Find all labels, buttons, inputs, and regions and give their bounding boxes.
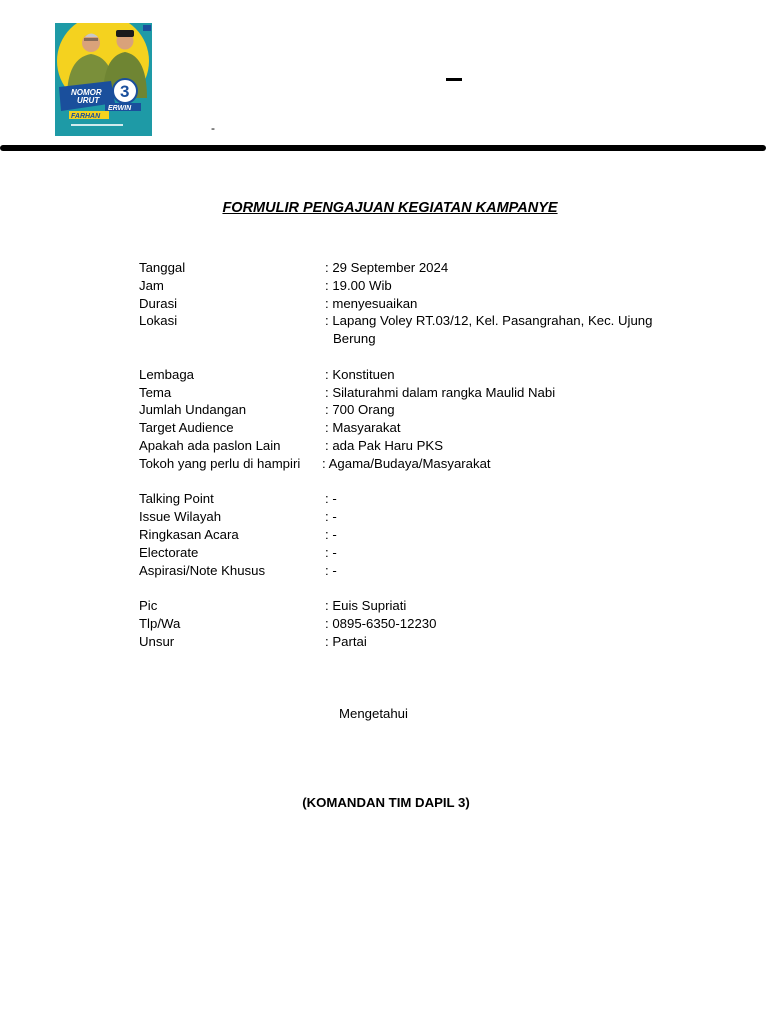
field-value-paslon-lain: : ada Pak Haru PKS [325,437,444,453]
field-label-lembaga: Lembaga [139,366,194,382]
campaign-poster-image [55,23,152,136]
field-value-unsur: : Partai [325,633,367,649]
field-value-durasi: : menyesuaikan [325,295,418,311]
field-row-durasi [139,295,699,313]
field-row-jumlah-undangan [139,401,699,419]
field-row-paslon-lain [139,437,699,455]
field-label-tanggal: Tanggal [139,260,186,275]
field-value-issue-wilayah: : - [325,509,337,525]
field-value-electorate: : - [325,544,337,560]
header-dash [446,78,462,81]
field-label-lokasi: Lokasi [139,313,178,329]
field-label-pic: Pic [139,598,158,614]
field-row-tanggal [139,259,699,277]
field-row-tema [139,384,699,402]
field-row-lokasi [139,312,699,348]
logo-lettering-erwin: ERWIN [108,105,132,112]
campaign-poster-logo [55,23,152,136]
small-dash: - [211,121,215,135]
field-row-unsur [139,633,699,651]
field-label-electorate: Electorate [139,544,199,560]
form-title: FORMULIR PENGAJUAN KEGIATAN KAMPANYE [222,200,558,216]
field-row-issue-wilayah [139,508,699,526]
logo-lettering-urut: URUT [77,96,100,105]
field-row-electorate [139,544,699,562]
field-label-jam: Jam [139,277,164,293]
field-row-pic [139,597,699,615]
form-fields [139,259,699,651]
field-label-paslon-lain: Apakah ada paslon Lain [139,437,281,453]
signatory-title: (KOMANDAN TIM DAPIL 3) [302,795,470,810]
logo-lettering-nomor: NOMOR [71,88,102,97]
field-label-tema: Tema [139,384,172,400]
field-value-talking-point: : - [325,491,337,507]
field-label-jumlah-undangan: Jumlah Undangan [139,402,247,418]
field-row-tokoh [139,455,699,473]
field-row-talking-point [139,490,699,508]
field-value-pic: : Euis Supriati [325,598,407,614]
field-value-lokasi-line2: Berung [333,331,376,347]
field-value-aspirasi: : - [325,562,337,578]
field-value-lokasi-line1: : Lapang Voley RT.03/12, Kel. Pasangrahan, Kec. Ujung [325,313,653,329]
field-value-target-audience: : Masyarakat [325,420,401,436]
field-row-lembaga [139,366,699,384]
field-label-unsur: Unsur [139,633,175,649]
field-row-tlp-wa [139,615,699,633]
field-value-lokasi [325,312,699,348]
field-value-jam: : 19.00 Wib [325,277,392,293]
field-label-aspirasi: Aspirasi/Note Khusus [139,562,266,578]
header-divider [0,145,766,151]
field-row-aspirasi [139,562,699,580]
field-value-tokoh: : Agama/Budaya/Masyarakat [322,455,491,471]
mengetahui-label: Mengetahui [339,706,408,721]
field-label-durasi: Durasi [139,295,178,311]
field-row-ringkasan-acara [139,526,699,544]
field-row-target-audience [139,419,699,437]
field-label-target-audience: Target Audience [139,420,234,436]
field-value-tanggal: : 29 September 2024 [325,260,449,275]
field-value-ringkasan-acara: : - [325,526,337,542]
field-value-jumlah-undangan: : 700 Orang [325,402,395,418]
field-row-jam [139,277,699,295]
field-value-tema: : Silaturahmi dalam rangka Maulid Nabi [325,384,556,400]
field-label-tlp-wa: Tlp/Wa [139,615,181,631]
field-label-issue-wilayah: Issue Wilayah [139,509,222,525]
field-label-talking-point: Talking Point [139,491,214,507]
field-label-tokoh: Tokoh yang perlu di hampiri [139,455,301,471]
field-label-ringkasan-acara: Ringkasan Acara [139,526,239,542]
logo-lettering-farhan: FARHAN [71,113,101,120]
logo-lettering-number: 3 [120,82,130,101]
field-value-lembaga: : Konstituen [325,366,395,382]
field-value-tlp-wa: : 0895-6350-12230 [325,615,437,631]
